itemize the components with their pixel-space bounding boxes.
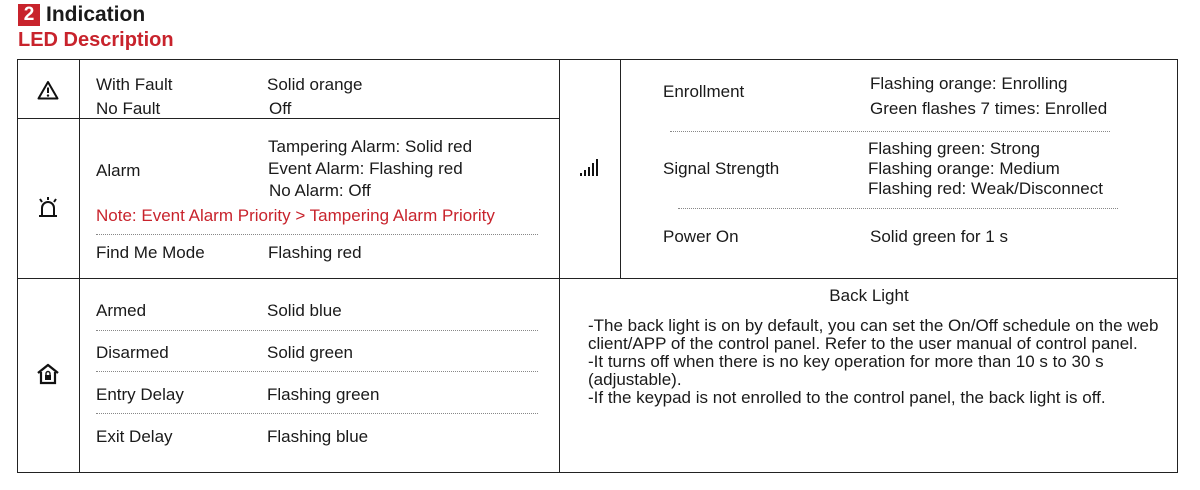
back-light-title: Back Light bbox=[829, 286, 909, 305]
no-fault-value: Off bbox=[269, 99, 292, 118]
alarm-value-event: Event Alarm: Flashing red bbox=[268, 159, 463, 178]
alarm-priority-note: Note: Event Alarm Priority > Tampering Alarm Priority bbox=[96, 206, 495, 225]
subheading: LED Description bbox=[18, 29, 174, 51]
exit-delay-value: Flashing blue bbox=[267, 427, 369, 446]
row-divider bbox=[18, 278, 1178, 279]
find-me-value: Flashing red bbox=[268, 243, 362, 262]
enrollment-label: Enrollment bbox=[663, 82, 745, 101]
no-fault-label: No Fault bbox=[96, 99, 161, 118]
find-me-label: Find Me Mode bbox=[96, 243, 205, 262]
dotted-separator bbox=[96, 371, 538, 372]
dotted-separator bbox=[96, 330, 538, 331]
enrollment-value-enrolled: Green flashes 7 times: Enrolled bbox=[870, 99, 1108, 118]
section-number-badge: 2 bbox=[18, 4, 40, 26]
disarmed-value: Solid green bbox=[267, 343, 354, 362]
dotted-separator bbox=[96, 234, 538, 235]
dotted-separator bbox=[96, 413, 538, 414]
signal-value-strong: Flashing green: Strong bbox=[868, 139, 1040, 158]
dotted-separator bbox=[678, 208, 1118, 209]
entry-delay-label: Entry Delay bbox=[96, 385, 184, 404]
power-on-value: Solid green for 1 s bbox=[870, 227, 1008, 246]
back-light-line: -The back light is on by default, you can set the On/Off schedule on the web client/APP of the control panel. Refer to the user manual of control panel. bbox=[588, 316, 1159, 353]
back-light-description bbox=[588, 317, 1163, 407]
power-on-label: Power On bbox=[663, 227, 739, 246]
back-light-line: -It turns off when there is no key operation for more than 10 s to 30 s (adjustable). bbox=[588, 352, 1104, 389]
column-divider bbox=[559, 60, 560, 473]
signal-strength-label: Signal Strength bbox=[663, 159, 780, 178]
alarm-label: Alarm bbox=[96, 161, 141, 180]
signal-bars-icon bbox=[579, 158, 601, 178]
with-fault-label: With Fault bbox=[96, 75, 173, 94]
signal-value-weak: Flashing red: Weak/Disconnect bbox=[868, 179, 1103, 198]
with-fault-value: Solid orange bbox=[267, 75, 363, 94]
section-title: Indication bbox=[46, 3, 146, 26]
alarm-bell-icon bbox=[36, 196, 60, 218]
alarm-value-tamper: Tampering Alarm: Solid red bbox=[268, 137, 473, 156]
alarm-value-none: No Alarm: Off bbox=[269, 181, 371, 200]
dotted-separator bbox=[670, 131, 1110, 132]
column-divider bbox=[620, 60, 621, 278]
section-heading bbox=[18, 3, 145, 27]
armed-label: Armed bbox=[96, 301, 147, 320]
column-divider bbox=[79, 60, 80, 473]
disarmed-label: Disarmed bbox=[96, 343, 169, 362]
enrollment-value-enrolling: Flashing orange: Enrolling bbox=[870, 74, 1068, 93]
signal-value-medium: Flashing orange: Medium bbox=[868, 159, 1060, 178]
home-lock-icon bbox=[36, 363, 60, 385]
armed-value: Solid blue bbox=[267, 301, 342, 320]
entry-delay-value: Flashing green bbox=[267, 385, 380, 404]
back-light-line: -If the keypad is not enrolled to the control panel, the back light is off. bbox=[588, 388, 1106, 407]
warning-triangle-icon bbox=[37, 80, 59, 100]
exit-delay-label: Exit Delay bbox=[96, 427, 173, 446]
led-table bbox=[17, 59, 1178, 473]
